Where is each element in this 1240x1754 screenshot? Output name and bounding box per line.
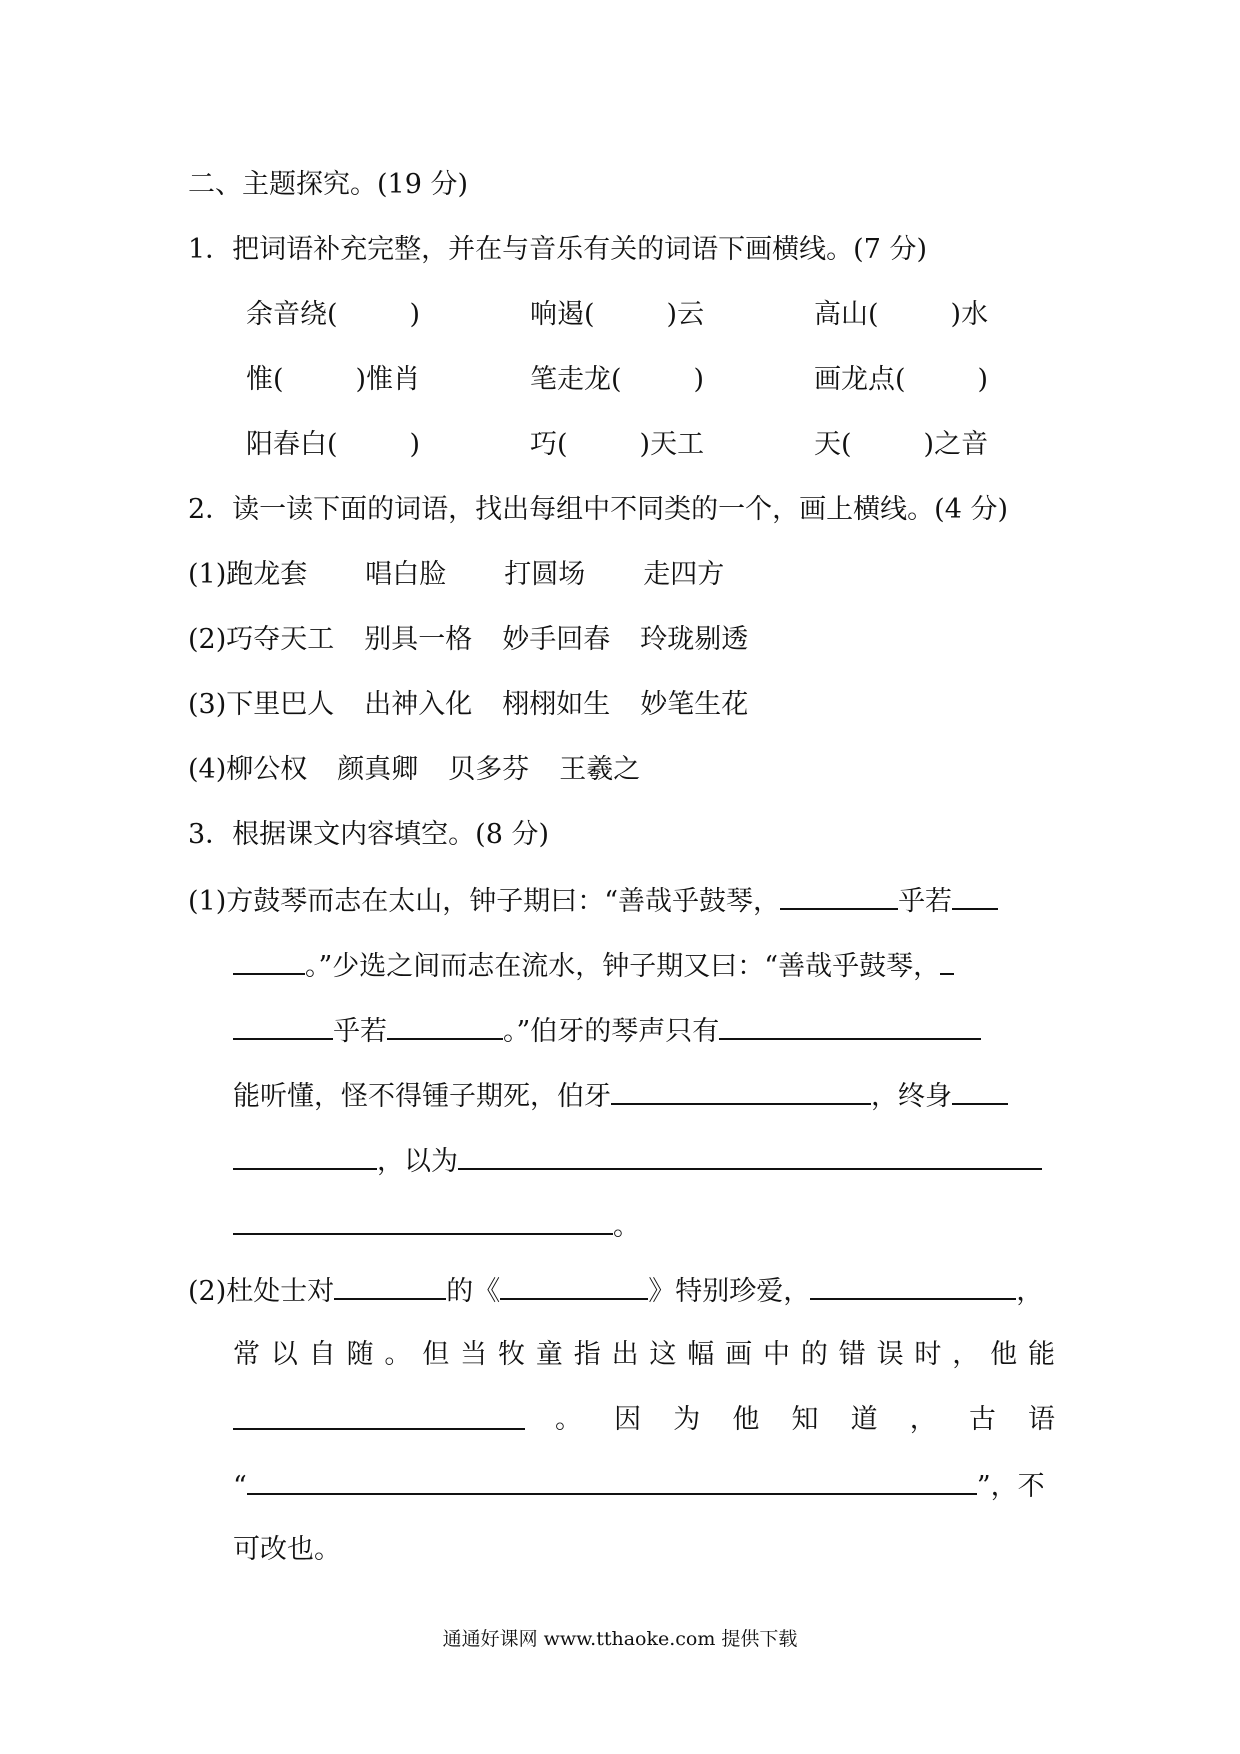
blank-line [233, 1010, 333, 1040]
q2-group: (2)巧夺天工 别具一格 妙手回春 玲珑剔透 [188, 624, 749, 655]
blank-line [500, 1270, 648, 1300]
blank-line [233, 1140, 377, 1170]
q3-p1-line: 乎若 。”伯牙的琴声只有 [233, 1010, 981, 1052]
blank-line [387, 1010, 503, 1040]
blank-line [810, 1270, 1016, 1300]
q1-item: 笔走龙( ) [530, 364, 705, 395]
q3-p2-line [233, 1400, 525, 1442]
blank-line [233, 945, 305, 975]
blank-line [940, 945, 954, 975]
blank-line [247, 1465, 977, 1495]
question-2-stem: 2．读一读下面的词语，找出每组中不同类的一个，画上横线。(4 分) [188, 494, 1009, 525]
blank-line [952, 1075, 1008, 1105]
question-1-stem: 1．把词语补充完整，并在与音乐有关的词语下画横线。(7 分) [188, 234, 928, 265]
q1-item: 阳春白( ) [246, 429, 421, 460]
blank-line [719, 1010, 981, 1040]
q3-p2-line: 可改也。 [233, 1534, 341, 1565]
blank-line [611, 1075, 871, 1105]
blank-line [458, 1140, 1042, 1170]
q3-p1-line: 。 [233, 1205, 640, 1247]
q2-group: (3)下里巴人 出神入化 栩栩如生 妙笔生花 [188, 689, 749, 720]
q1-item: 高山( )水 [814, 299, 989, 330]
q1-item: 巧( )天工 [530, 429, 705, 460]
blank-line [780, 880, 898, 910]
q3-p2-line: “ ”，不 [233, 1465, 1045, 1507]
blank-line [952, 880, 998, 910]
q3-p2-justified-line: 常以自随。但当牧童指出这幅画中的错误时，他能 [233, 1339, 1055, 1370]
q2-group: (4)柳公权 颜真卿 贝多芬 王羲之 [188, 754, 641, 785]
blank-line [233, 1205, 613, 1235]
section-heading: 二、主题探究。(19 分) [188, 169, 469, 200]
blank-line [233, 1400, 525, 1430]
q1-item: 天( )之音 [814, 429, 989, 460]
q3-p1-line: 能听懂，怪不得锺子期死，伯牙 ，终身 [233, 1075, 1008, 1117]
q1-item: 响遏( )云 [530, 299, 705, 330]
q3-p1-line: ，以为 [233, 1140, 1042, 1182]
q1-item: 惟( )惟肖 [246, 364, 421, 395]
q1-item: 画龙点( ) [814, 364, 989, 395]
q1-item: 余音绕( ) [246, 299, 421, 330]
q3-p1-line: (1)方鼓琴而志在太山，钟子期曰：“善哉乎鼓琴， 乎若 [188, 880, 998, 922]
q3-p2-justified-line: 。因为他知道，古语 [555, 1404, 1055, 1435]
q3-p1-line: 。”少选之间而志在流水，钟子期又曰：“善哉乎鼓琴， [233, 945, 954, 987]
q2-group: (1)跑龙套 唱白脸 打圆场 走四方 [188, 559, 725, 590]
q3-p2-line: (2)杜处士对 的《 》特别珍爱， ， [188, 1270, 1043, 1312]
blank-line [334, 1270, 446, 1300]
question-3-stem: 3．根据课文内容填空。(8 分) [188, 819, 550, 850]
footer-source: 通通好课网 www.tthaoke.com 提供下载 [442, 1628, 798, 1650]
